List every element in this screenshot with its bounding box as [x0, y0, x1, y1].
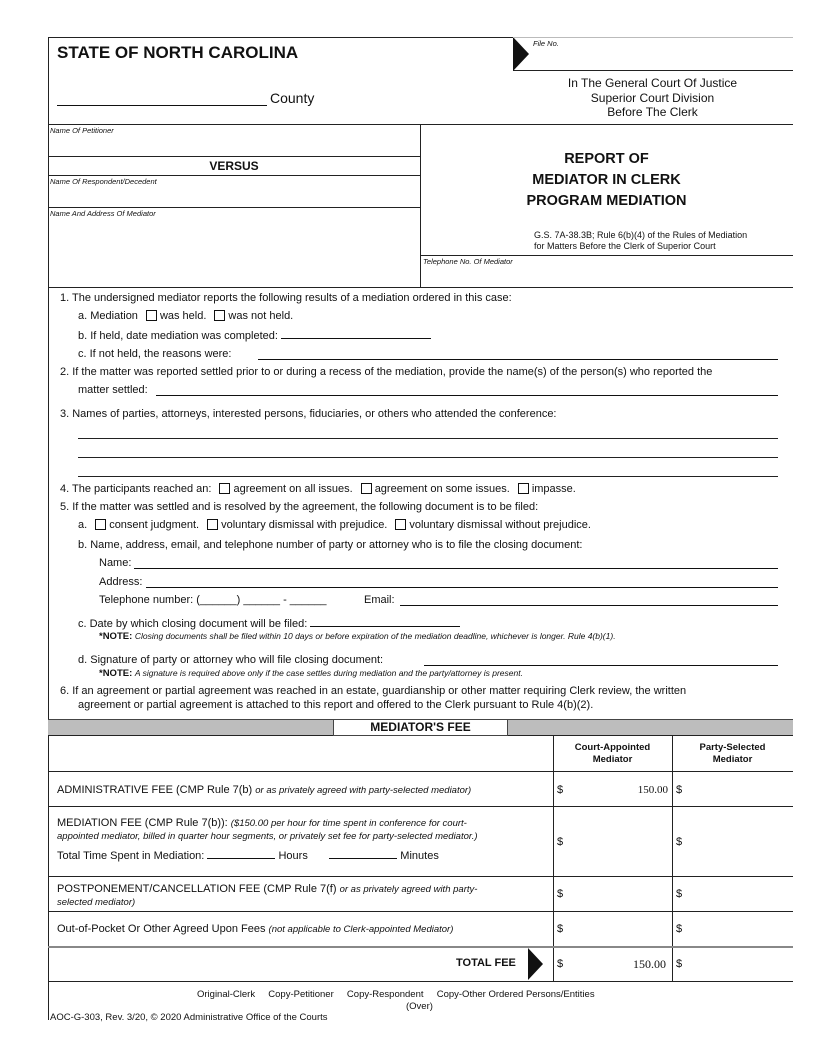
copy-distribution: Original-Clerk Copy-Petitioner Copy-Respondent Copy-Other Ordered Persons/Entities [197, 989, 595, 1000]
name-field[interactable] [134, 557, 778, 569]
over-note: (Over) [406, 1001, 433, 1012]
minutes-field[interactable] [329, 849, 397, 859]
checkbox[interactable] [219, 483, 230, 494]
divider [48, 876, 793, 877]
note-5c [99, 631, 616, 642]
frame-left [48, 37, 49, 1020]
item-2b: matter settled: [78, 384, 148, 396]
court-line: Before The Clerk [607, 105, 698, 119]
item-5: 5. If the matter was settled and is resolved by the agreement, the following document is to be filed: [60, 501, 539, 513]
option: voluntary dismissal without prejudice. [409, 519, 591, 531]
title-line: PROGRAM MEDIATION [526, 193, 687, 209]
fee-text: or as privately agreed with party-selected mediator) [255, 785, 472, 796]
checkbox[interactable] [207, 519, 218, 530]
item-5a [78, 519, 591, 531]
divider [553, 736, 554, 981]
divider [48, 156, 420, 157]
item-5c [78, 617, 460, 630]
court-line: In The General Court Of Justice [567, 76, 738, 90]
item-3: 3. Names of parties, attorneys, interested persons, fiduciaries, or others who attended the conference: [60, 408, 557, 420]
county-field[interactable] [57, 91, 267, 106]
respondent-label: Name Of Respondent/Decedent [50, 177, 157, 186]
note-5d [99, 668, 523, 679]
file-no-line [513, 70, 793, 71]
col-party-selected [672, 742, 793, 766]
currency: $ [676, 836, 683, 848]
telephone-field[interactable]: Telephone number: (______) ______ - ______ [99, 594, 327, 606]
title-line: MEDIATOR IN CLERK [532, 172, 681, 188]
currency: $ [557, 888, 564, 900]
option: impasse. [531, 483, 576, 495]
divider [48, 946, 793, 948]
option: agreement on all issues. [233, 483, 353, 495]
item-text: a. [78, 519, 88, 531]
state-title: STATE OF NORTH CAROLINA [57, 43, 299, 62]
postponement-fee-label [57, 883, 477, 909]
not-held-checkbox[interactable] [214, 310, 225, 321]
fee-text: MEDIATION FEE (CMP Rule 7(b)): [57, 817, 228, 829]
signature-field[interactable] [424, 654, 778, 666]
col-text: Mediator [592, 754, 633, 765]
address-label: Address: [99, 576, 143, 588]
fee-heading: MEDIATOR'S FEE [333, 719, 508, 736]
currency: $ [557, 836, 564, 848]
col-text: Party-Selected [699, 742, 766, 753]
divider [48, 207, 420, 208]
option: consent judgment. [109, 519, 200, 531]
currency: $ [676, 888, 683, 900]
date-completed-field[interactable] [281, 329, 431, 339]
item-1: 1. The undersigned mediator reports the following results of a mediation ordered in this case: [60, 292, 512, 304]
item-text: was held. [159, 310, 207, 322]
divider [48, 806, 793, 807]
file-no-top [513, 37, 793, 38]
email-label: Email: [364, 594, 395, 606]
note-label: *NOTE: [99, 631, 133, 642]
fee-text: POSTPONEMENT/CANCELLATION FEE (CMP Rule 7(f) [57, 883, 337, 895]
fee-text: Total Time Spent in Mediation: [57, 850, 205, 862]
divider [672, 736, 673, 981]
divider [48, 981, 793, 982]
frame-top [48, 37, 513, 38]
item-5b: b. Name, address, email, and telephone number of party or attorney who is to file the closing document: [78, 539, 583, 551]
currency: $ [557, 923, 564, 935]
mediator-label: Name And Address Of Mediator [50, 209, 156, 218]
item-1b [78, 329, 431, 342]
attendees-line[interactable] [78, 438, 778, 439]
option: agreement on some issues. [374, 483, 510, 495]
admin-fee-court-value[interactable]: 150.00 [637, 784, 668, 796]
col-text: Court-Appointed [574, 742, 651, 753]
name-label: Name: [99, 557, 132, 569]
item-1c: c. If not held, the reasons were: [78, 348, 232, 360]
attendees-line[interactable] [78, 457, 778, 458]
fee-text: (not applicable to Clerk-appointed Mediator) [268, 924, 454, 935]
col-court-appointed [553, 742, 672, 766]
reasons-field[interactable] [258, 348, 778, 360]
currency: $ [557, 784, 564, 796]
item-6: 6. If an agreement or partial agreement was reached in an estate, guardianship or other matter requiring Clerk review, the written [60, 685, 687, 697]
admin-fee-label [57, 784, 471, 796]
currency: $ [557, 958, 564, 970]
divider [420, 255, 793, 256]
time-spent [57, 849, 439, 862]
file-no-label: File No. [533, 39, 559, 48]
divider [48, 287, 793, 288]
form-number: AOC-G-303, Rev. 3/20, © 2020 Administrative Office of the Courts [50, 1012, 328, 1023]
petitioner-label: Name Of Petitioner [50, 126, 114, 135]
item-text: b. If held, date mediation was completed: [78, 330, 278, 342]
currency: $ [676, 784, 683, 796]
closing-date-field[interactable] [310, 617, 460, 627]
fee-text: Hours [278, 850, 308, 862]
option: voluntary dismissal with prejudice. [221, 519, 388, 531]
attendees-line[interactable] [78, 476, 778, 477]
statute [534, 230, 747, 252]
oop-fee-label [57, 923, 453, 935]
fee-text: or as privately agreed with party- [339, 884, 478, 895]
court-name [520, 76, 785, 120]
item-2: 2. If the matter was reported settled prior to or during a recess of the mediation, provide the name(s) of the person(s) who reported the [60, 366, 713, 378]
title-line: REPORT OF [564, 151, 649, 167]
divider [48, 911, 793, 912]
divider [48, 175, 420, 176]
statute-line: G.S. 7A-38.3B; Rule 6(b)(4) of the Rules of Mediation [534, 230, 748, 240]
col-text: Mediator [712, 754, 753, 765]
item-5d: d. Signature of party or attorney who will file closing document: [78, 654, 384, 666]
court-line: Superior Court Division [590, 90, 715, 105]
fee-text: appointed mediator, billed in quarter hour segments, or privately set fee for party-selected mediator.) [57, 831, 478, 842]
item-text: a. Mediation [78, 310, 138, 322]
item-text: c. Date by which closing document will be filed: [78, 618, 308, 630]
note-text: A signature is required above only if the case settles during mediation and the party/attorney is present. [134, 668, 523, 678]
checkbox[interactable] [395, 519, 406, 530]
fee-text: Out-of-Pocket Or Other Agreed Upon Fees [57, 923, 266, 935]
checkbox[interactable] [95, 519, 106, 530]
arrow-icon [528, 948, 543, 980]
total-fee-label: TOTAL FEE [456, 957, 516, 969]
held-checkbox[interactable] [146, 310, 157, 321]
item-4 [60, 483, 576, 495]
fee-text: selected mediator) [57, 897, 136, 908]
total-fee-court-value[interactable]: 150.00 [633, 957, 666, 971]
checkbox[interactable] [518, 483, 529, 494]
reported-by-field[interactable] [156, 384, 778, 396]
fee-text: ($150.00 per hour for time spent in conference for court- [230, 818, 467, 829]
county-label: County [270, 90, 315, 106]
item-1a [78, 310, 293, 322]
fee-text: ADMINISTRATIVE FEE (CMP Rule 7(b) [57, 784, 253, 796]
email-field[interactable] [400, 594, 778, 606]
divider [48, 771, 793, 772]
currency: $ [676, 958, 683, 970]
form-title [420, 149, 793, 212]
note-text: Closing documents shall be filed within 10 days or before expiration of the mediation deadline, whichever is longer. Rule 4(b)(1). [134, 631, 616, 641]
currency: $ [676, 923, 683, 935]
fee-text: Minutes [400, 850, 439, 862]
item-text: 4. The participants reached an: [60, 483, 212, 495]
address-field[interactable] [146, 576, 778, 588]
statute-line: for Matters Before the Clerk of Superior Court [534, 241, 716, 251]
hours-field[interactable] [207, 849, 275, 859]
item-6b: agreement or partial agreement is attached to this report and offered to the Clerk pursuant to Rule 4(b)(2). [78, 699, 594, 711]
arrow-icon [513, 37, 529, 71]
checkbox[interactable] [361, 483, 372, 494]
mediation-fee-label [57, 817, 478, 843]
note-label: *NOTE: [99, 668, 133, 679]
item-text: was not held. [228, 310, 294, 322]
versus: VERSUS [209, 159, 259, 173]
telephone-label: Telephone No. Of Mediator [423, 257, 513, 266]
